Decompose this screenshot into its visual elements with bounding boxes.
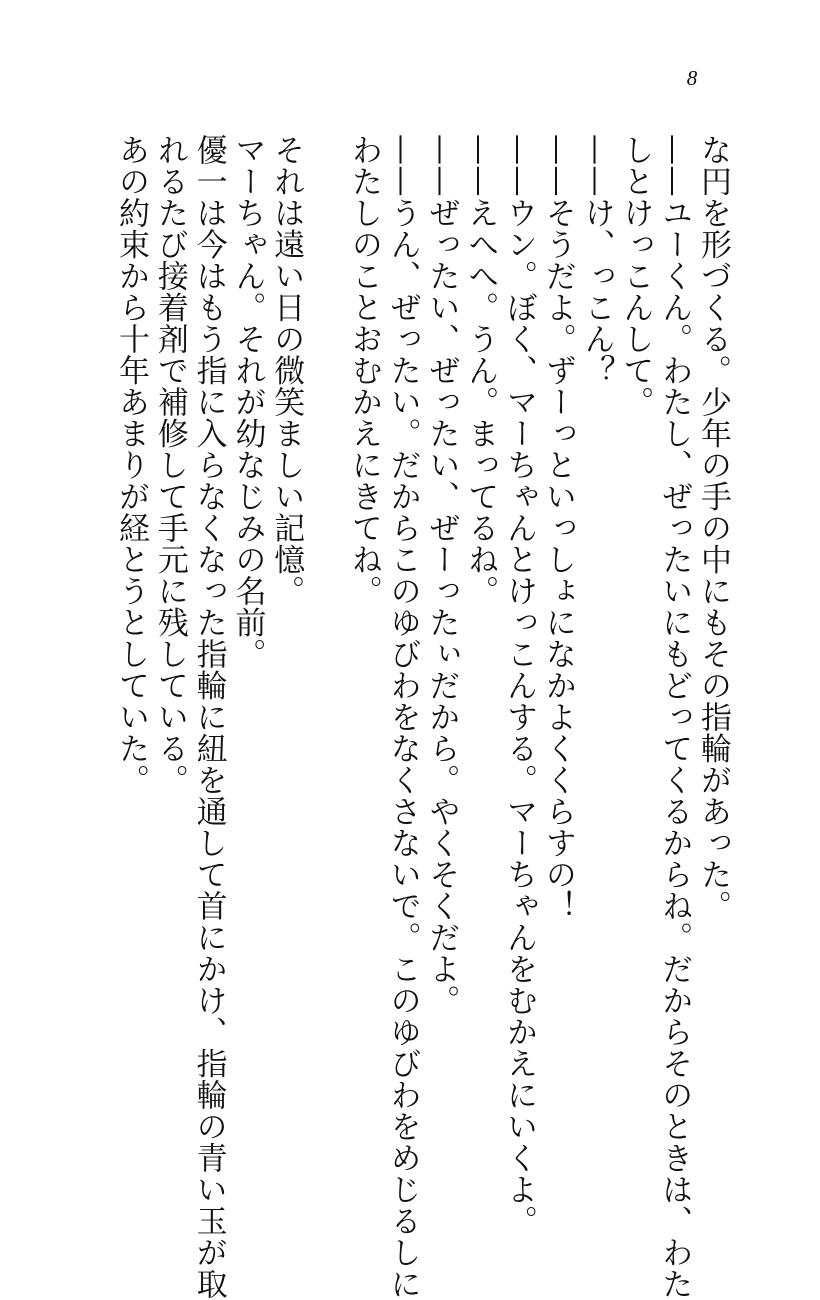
text-line: ——ぜったい、ぜったい、ぜーったぃだから。やくそくだよ。 — [423, 134, 460, 1016]
text-line: ——えへへ。うん。まってるね。 — [462, 134, 499, 607]
text-line: 優一は今はもう指に入らなくなった指輪に紐を通して首にかけ、指輪の青い玉が取 — [190, 134, 227, 1300]
text-line: しとけっこんして。 — [617, 134, 654, 418]
novel-text-body — [111, 134, 732, 1300]
paragraph-break — [305, 134, 344, 1094]
page-number: 8 — [686, 66, 698, 90]
text-line: ——ユーくん。わたし、ぜったいにもどってくるからね。だからそのときは、わた — [656, 134, 693, 1300]
text-line: マーちゃん。それが幼なじみの名前。 — [229, 134, 266, 670]
text-line: れるたび接着剤で補修して手元に残している。 — [151, 134, 188, 796]
text-line: な円を形づくる。少年の手の中にもその指輪があった。 — [695, 134, 731, 922]
text-line: わたしのことおむかえにきてね。 — [345, 134, 382, 607]
text-line: ——け、っこん？ — [578, 134, 615, 386]
text-line: それは遠い日の微笑ましい記憶。 — [268, 134, 305, 607]
text-line: あの約束から十年あまりが経とうとしていた。 — [113, 134, 150, 796]
text-line: ——そうだよ。ずーっといっしょになかよくくらすの！ — [539, 134, 576, 922]
text-line: ——うん、ぜったい。だからこのゆびわをなくさないで。このゆびわをめじるしに — [384, 134, 421, 1300]
text-line: ——ウン。ぼく、マーちゃんとけっこんする。マーちゃんをむかえにいくよ。 — [501, 134, 538, 1237]
